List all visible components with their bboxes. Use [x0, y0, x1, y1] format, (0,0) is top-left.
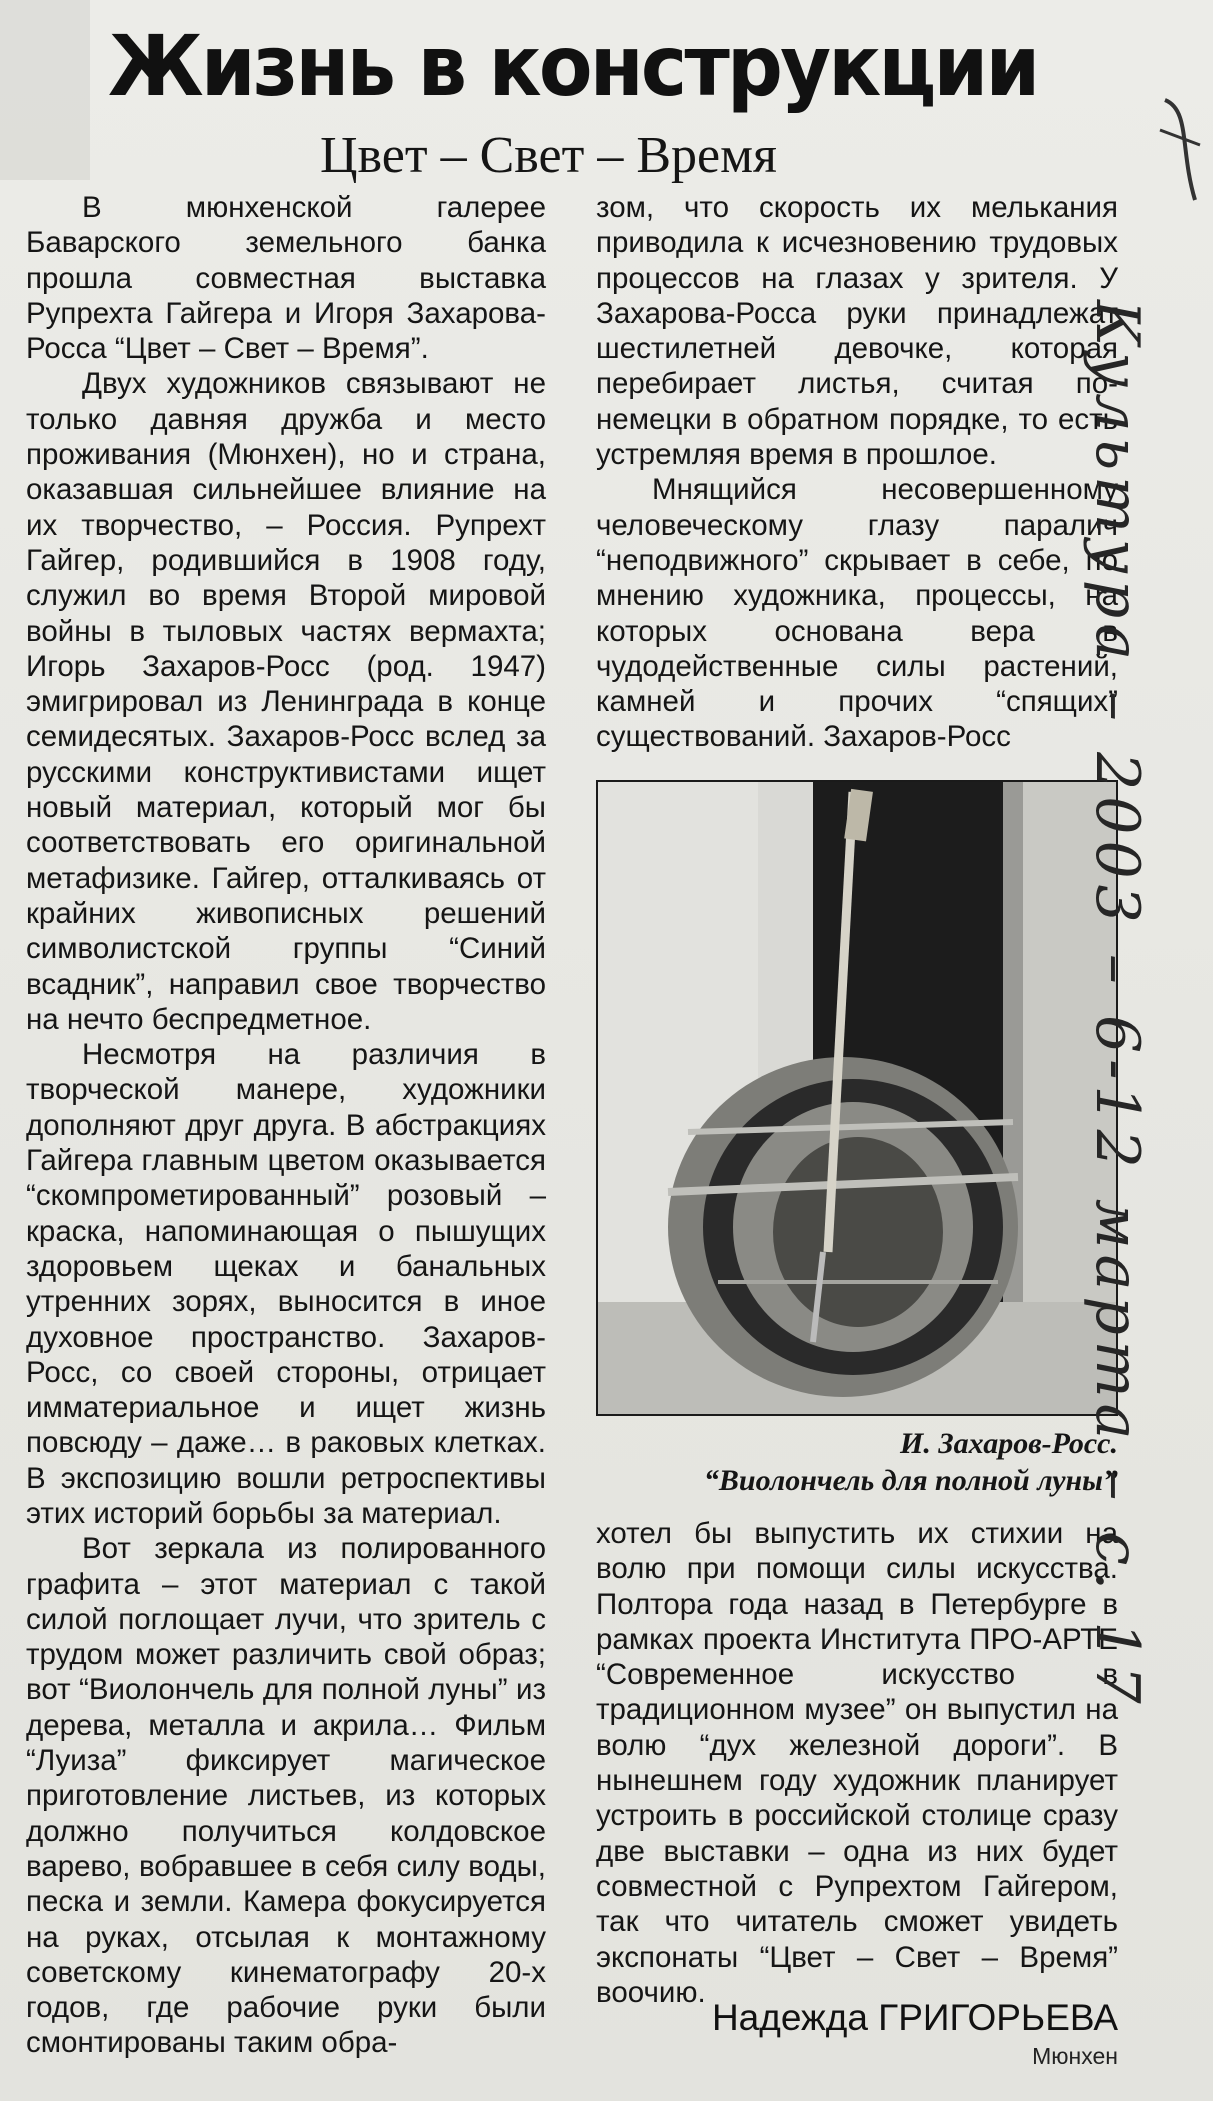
- paragraph-paralysis: Мнящийся несовершенному человеческому глазу паралич “неподвижного” скрывает в себе, по мнению художника, процессы, на которых основана вера в чудодейственные силы растений, камней и прочих “спящих” существований. Захаров-Росс: [596, 473, 1118, 754]
- paragraph-intro: В мюнхенской галерее Баварского земельного банка прошла совместная выставка Рупрехта Гайгера и Игоря Захарова-Росса “Цвет – Свет – Время”.: [26, 191, 546, 366]
- caption-title: “Виолончель для полной луны”: [703, 1464, 1118, 1497]
- article-right-column-top: [596, 190, 1118, 754]
- caption-artist: И. Захаров-Росс.: [900, 1427, 1118, 1460]
- artwork-photo: [596, 780, 1118, 1416]
- author-byline: Надежда ГРИГОРЬЕВА: [711, 1997, 1118, 2038]
- handwritten-annotation: Культура – 2003 – 6-12 марта – с. 17: [1082, 300, 1152, 1710]
- photo-caption: [596, 1425, 1118, 1499]
- bleed-through-left: [0, 0, 90, 180]
- paragraph-continuation: зом, что скорость их мелькания приводила к исчезновению трудовых процессов на глазах у зрителя. У Захарова-Росса руки принадлежат шестилетней девочке, которая перебирает листья, считая по-немецки в обратном порядке, то есть устремляя время в прошлое.: [596, 191, 1118, 472]
- paragraph-differences: Несмотря на различия в творческой манере, художники дополняют друг друга. В абстракциях Гайгера главным цветом оказывается “скомпрометированный” розовый – краска, напоминающая о пышущих здоровьем щеках и банальных утренних зорях, выносится в иное духовное пространство. Захаров-Росс, со своей стороны, отрицает имматериальное и ищет жизнь повсюду – даже… в раковых клетках. В экспозицию вошли ретроспективы этих историй борьбы за материал.: [26, 1038, 546, 1530]
- paragraph-artists: Двух художников связывают не только давняя дружба и место проживания (Мюнхен), но и страна, оказавшая сильнейшее влияние на их творчество, – Россия. Рупрехт Гайгер, родившийся в 1908 году, служил во время Второй мировой войны в тыловых частях вермахта; Игорь Захаров-Росс (род. 1947) эмигрировал из Ленинграда в конце семидесятых. Захаров-Росс вслед за русскими конструктивистами ищет новый материал, который мог бы соответствовать его оригинальной метафизике. Гайгер, отталкиваясь от крайних живописных решений символистской группы “Синий всадник”, направил свое творчество на нечто беспредметное.: [26, 367, 546, 1036]
- cello-sculpture-image: [598, 782, 1116, 1414]
- paragraph-conclusion: хотел бы выпустить их стихии на волю при помощи силы искусства. Полтора года назад в Петербурге в рамках проекта Института ПРО-АРТЕ “Современное искусство в традиционном музее” он выпустил на волю “дух железной дороги”. В нынешнем году художник планирует устроить в российской столице сразу две выставки – одна из них будет совместной с Рупрехтом Гайгером, так что читатель сможет увидеть экспонаты “Цвет – Свет – Время” воочию.: [596, 1517, 1118, 2009]
- subheadline: Цвет – Свет – Время: [320, 127, 777, 184]
- paragraph-works: Вот зеркала из полированного графита – этот материал с такой силой поглощает лучи, что зритель с трудом может различить свой образ; вот “Виолончель для полной луны” из дерева, металла и акрила… Фильм “Луиза” фиксирует магическое приготовление листьев, из которых должно получиться колдовское варево, вобравшее в себя силу воды, песка и земли. Камера фокусируется на руках, отсылая к монтажному советскому кинематографу 20-х годов, где рабочие руки были смонтированы таким обра-: [26, 1532, 546, 2060]
- author-city: Мюнхен: [1032, 2043, 1118, 2069]
- article-right-column-bottom: [596, 1516, 1118, 2009]
- headline: Жизнь в конструкции: [108, 17, 1038, 115]
- article-left-column: [26, 190, 546, 2070]
- handwritten-corner-mark: [1150, 90, 1210, 210]
